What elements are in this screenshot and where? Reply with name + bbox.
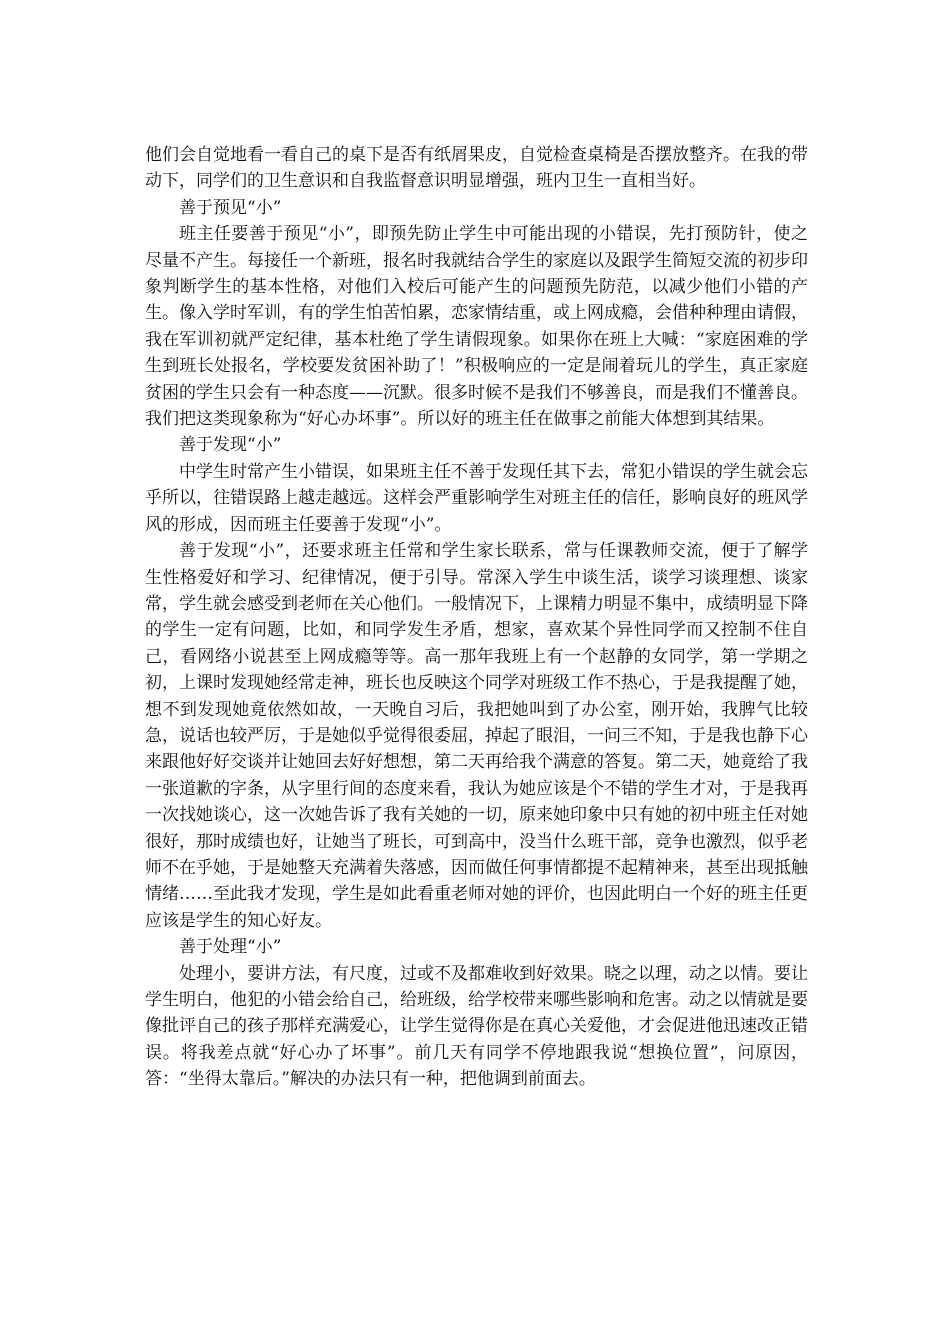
paragraph-handle: 处理小，要讲方法，有尺度，过或不及都难收到好效果。晓之以理，动之以情。要让学生明白，他犯的小错会给自己，给班级，给学校带来哪些影响和危害。动之以情就是要像批评自己的孩子那样充满爱心，让学生觉得你是在真心关爱他，才会促进他迅速改正错误。将我差点就“好心办了坏事”。前几天有同学不停地跟我说“想换位置”，问原因，答：“坐得太靠后。”解决的办法只有一种，把他调到前面去。: [145, 963, 808, 1090]
paragraph-foresee: 班主任要善于预见“小”，即预先防止学生中可能出现的小错误，先打预防针，使之尽量不产生。每接任一个新班，报名时我就结合学生的家庭以及跟学生简短交流的初步印象判断学生的基本性格，对他们入校后可能产生的问题预先防范，以减少他们小错的产生。像入学时军训，有的学生怕苦怕累，恋家情结重，或上网成瘾，会借种种理由请假，我在军训初就严定纪律，基本杜绝了学生请假现象。如果你在班上大喊：“家庭困难的学生到班长处报名，学校要发贫困补助了！”积极响应的一定是闹着玩儿的学生，真正家庭贫困的学生只会有一种态度——沉默。很多时候不是我们不够善良，而是我们不懂善良。我们把这类现象称为“好心办坏事”。所以好的班主任在做事之前能大体想到其结果。: [145, 224, 808, 430]
section-heading-foresee: 善于预见“小”: [179, 197, 282, 218]
paragraph-discover-story: 善于发现“小”，还要求班主任常和学生家长联系，常与任课教师交流，便于了解学生性格爱好和学习、纪律情况，便于引导。常深入学生中谈生活，谈学习谈理想、谈家常，学生就会感受到老师在关心他们。一般情况下，上课精力明显不集中，成绩明显下降的学生一定有问题，比如，和同学发生矛盾，想家，喜欢某个异性同学而又控制不住自己，看网络小说甚至上网成瘾等等。高一那年我班上有一个赵静的女同学，第一学期之初，上课时发现她经常走神，班长也反映这个同学对班级工作不热心，于是我提醒了她，想不到发现她竟依然如故，一天晚自习后，我把她叫到了办公室，刚开始，我脾气比较急，说话也较严厉，于是她似乎觉得很委屈，掉起了眼泪，一问三不知，于是我也静下心来跟他好好交谈并让她回去好好想想，第二天再给我个满意的答复。第二天，她竟给了我一张道歉的字条，从字里行间的态度来看，我认为她应该是个不错的学生才对，于是我再一次找她谈心，这一次她告诉了我有关她的一切，原来她印象中只有她的初中班主任对她很好，那时成绩也好，让她当了班长，可到高中，没当什么班干部，竞争也激烈，似乎老师不在乎她，于是她整天充满着失落感，因而做任何事情都提不起精神来，甚至出现抵触情绪……至此我才发现，学生是如此看重老师对她的评价，也因此明白一个好的班主任更应该是学生的知心好友。: [145, 541, 808, 931]
paragraph-hygiene-habits: 他们会自觉地看一看自己的桌下是否有纸屑果皮，自觉检查桌椅是否摆放整齐。在我的带动下，同学们的卫生意识和自我监督意识明显增强，班内卫生一直相当好。: [145, 145, 808, 192]
section-heading-discover: 善于发现“小”: [179, 435, 282, 456]
section-heading-handle: 善于处理“小”: [179, 937, 282, 958]
paragraph-discover-intro: 中学生时常产生小错误，如果班主任不善于发现任其下去，常犯小错误的学生就会忘乎所以，往错误路上越走越远。这样会严重影响学生对班主任的信任，影响良好的班风学风的形成，因而班主任要善于发现“小”。: [145, 461, 808, 535]
document-page: [145, 142, 808, 1093]
